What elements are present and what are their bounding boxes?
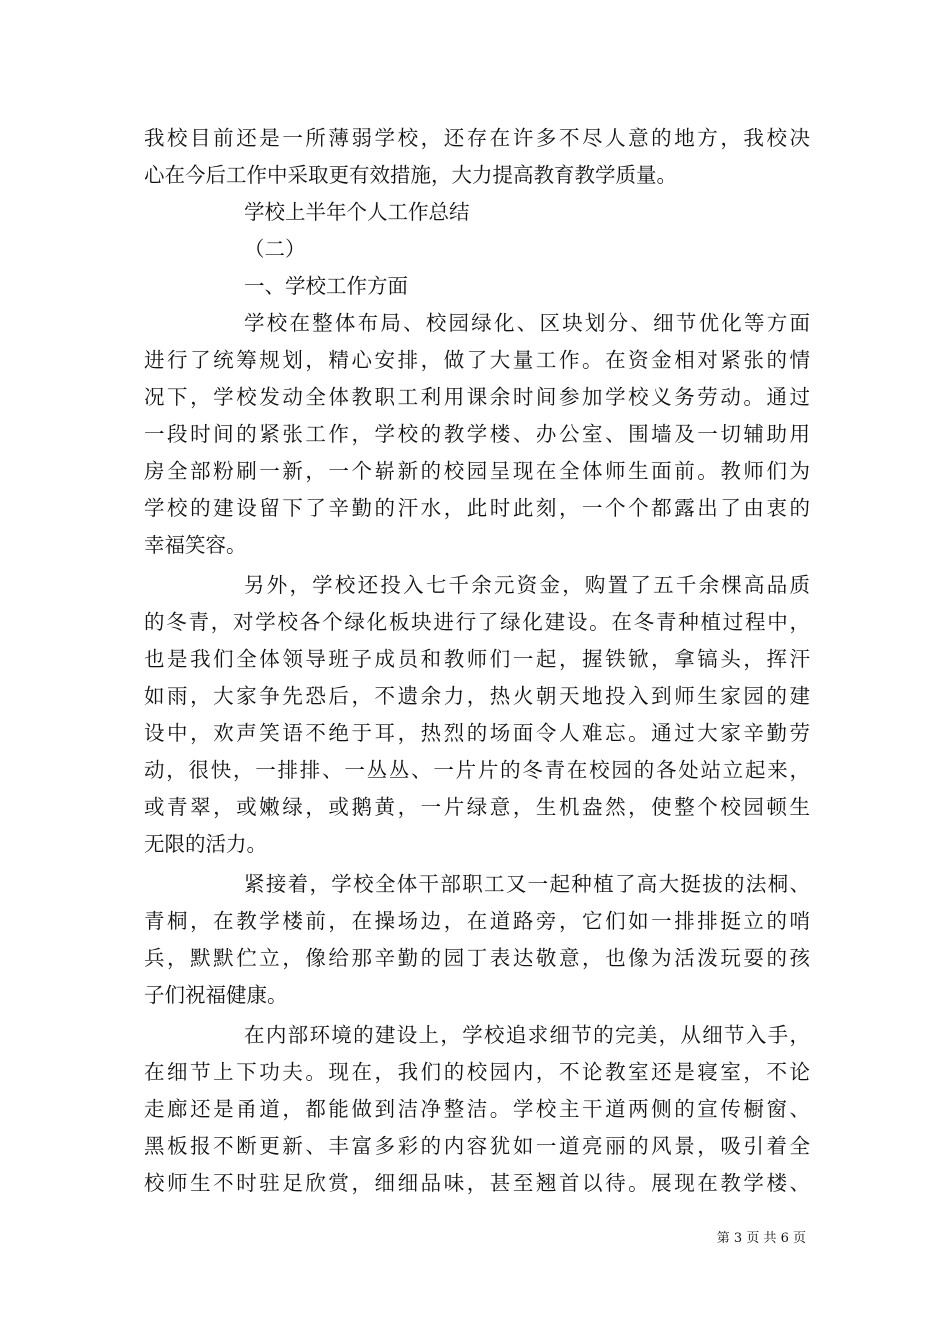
text-line: 房全部粉刷一新，一个崭新的校园呈现在全体师生面前。教师们为 [144,459,810,483]
text-line: 校师生不时驻足欣赏，细细品味，甚至翘首以待。展现在教学楼、 [144,1171,810,1195]
text-line: 心在今后工作中采取更有效措施，大力提高教育教学质量。 [144,163,677,187]
text-line: 设中，欢声笑语不绝于耳，热烈的场面令人难忘。通过大家辛勤劳 [144,721,810,745]
text-line: 在细节上下功夫。现在，我们的校园内，不论教室还是寝室，不论 [144,1060,810,1084]
text-line: 幸福笑容。 [144,533,247,557]
text-line: 进行了统筹规划，精心安排，做了大量工作。在资金相对紧张的情 [144,348,810,372]
text-line: 在内部环境的建设上，学校追求细节的完美，从细节入手， [244,1023,810,1047]
text-line: 一段时间的紧张工作，学校的教学楼、办公室、围墙及一切辅助用 [144,422,810,446]
text-line: 另外，学校还投入七千余元资金，购置了五千余棵高品质 [244,573,810,597]
section-number: （二） [244,237,306,261]
text-line: 或青翠，或嫩绿，或鹅黄，一片绿意，生机盎然，使整个校园顿生 [144,795,810,819]
section-heading: 一、学校工作方面 [244,274,408,298]
text-line: 学校的建设留下了辛勤的汗水，此时此刻，一个个都露出了由衷的 [144,496,810,520]
text-line: 无限的活力。 [144,832,267,856]
text-line: 如雨，大家争先恐后，不遗余力，热火朝天地投入到师生家园的建 [144,684,810,708]
page-number-footer: 第 3 页 共 6 页 [716,1231,806,1246]
section-title: 学校上半年个人工作总结 [244,200,470,224]
text-line: 也是我们全体领导班子成员和教师们一起，握铁锨，拿镐头，挥汗 [144,647,810,671]
text-line: 我校目前还是一所薄弱学校，还存在许多不尽人意的地方，我校决 [144,126,810,150]
text-line: 动，很快，一排排、一丛丛、一片片的冬青在校园的各处站立起来， [144,758,810,782]
text-line: 兵，默默伫立，像给那辛勤的园丁表达敬意，也像为活泼玩耍的孩 [144,946,810,970]
text-line: 黑板报不断更新、丰富多彩的内容犹如一道亮丽的风景，吸引着全 [144,1134,810,1158]
text-line: 学校在整体布局、校园绿化、区块划分、细节优化等方面 [244,311,810,335]
text-line: 青桐，在教学楼前，在操场边，在道路旁，它们如一排排挺立的哨 [144,909,810,933]
document-body [144,120,810,1202]
text-line: 况下，学校发动全体教职工利用课余时间参加学校义务劳动。通过 [144,385,810,409]
text-line: 走廊还是甬道，都能做到洁净整洁。学校主干道两侧的宣传橱窗、 [144,1097,810,1121]
text-line: 的冬青，对学校各个绿化板块进行了绿化建设。在冬青种植过程中， [144,610,810,634]
text-line: 紧接着，学校全体干部职工又一起种植了高大挺拔的法桐、 [244,872,810,896]
text-line: 子们祝福健康。 [144,983,288,1007]
